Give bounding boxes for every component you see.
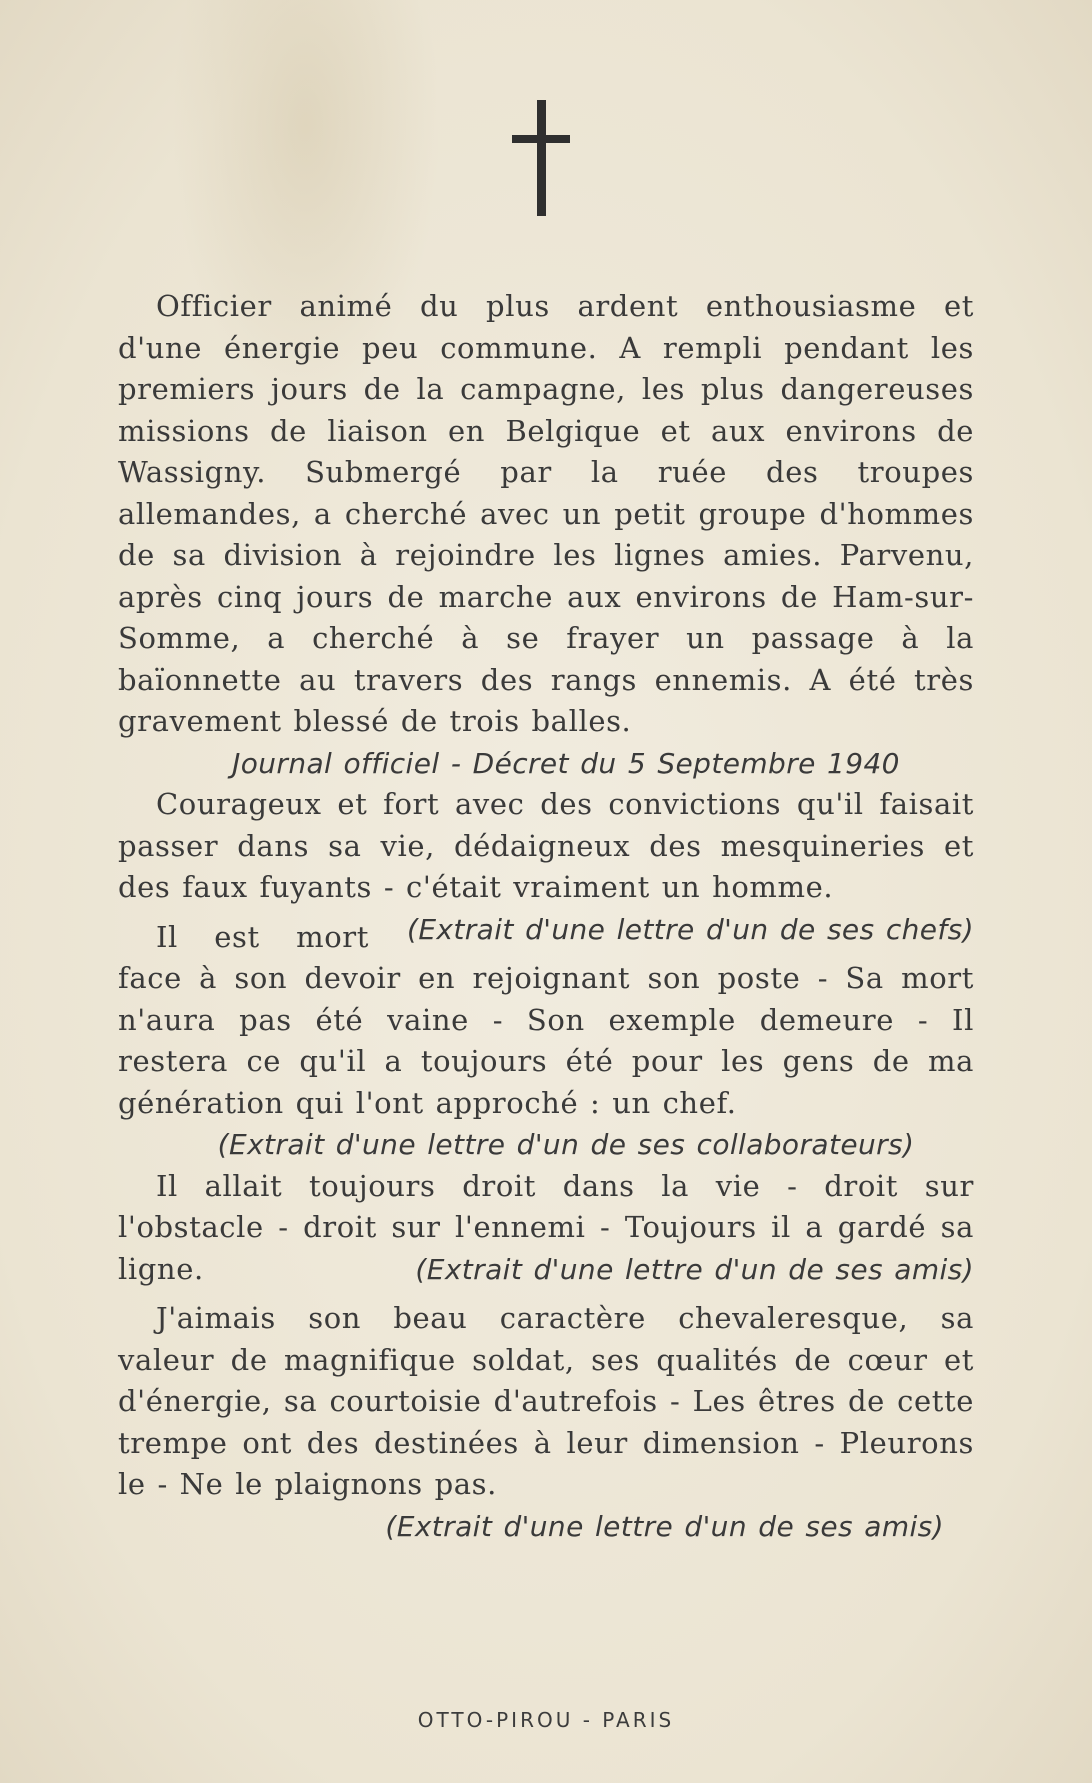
- chef-quote-text: Courageux et fort avec des convictions qu'il faisait passer dans sa vie, dédaigneux des mesquineries et des faux fuyants - c'était vraiment un homme.: [118, 787, 974, 904]
- printer-imprint: OTTO-PIROU - PARIS: [417, 1708, 675, 1732]
- memorial-text: [118, 286, 974, 1547]
- citation-paragraph: Officier animé du plus ardent enthousiasme et d'une énergie peu commune. A rempli pendant les premiers jours de la campagne, les plus dangereuses missions de liaison en Belgique et aux environs de Wassigny. Submergé par la ruée des troupes allemandes, a cherché avec un petit groupe d'hommes de sa division à rejoindre les lignes amies. Parvenu, après cinq jours de marche aux environs de Ham-sur-Somme, a cherché à se frayer un passage à la baïonnette au travers des rangs ennemis. A été très gravement blessé de trois balles.: [118, 289, 974, 738]
- chef-quote-paragraph: [118, 784, 974, 946]
- ami-quote-paragraph-1: [118, 1166, 974, 1291]
- ami-quote-text-1: Il allait toujours droit dans la vie - droit sur l'obstacle - droit sur l'ennemi - Toujours il a gardé sa ligne.: [118, 1168, 974, 1286]
- collaborateur-source-line: [118, 1124, 974, 1166]
- cross-icon: [512, 100, 570, 216]
- cross-vertical-bar: [537, 100, 546, 216]
- chef-source: (Extrait d'une lettre d'un de ses chefs): [407, 912, 974, 946]
- journal-source-text: Journal officiel - Décret du 5 Septembre 1940: [232, 746, 900, 780]
- ami-source-line-2: [118, 1506, 974, 1548]
- ami-source-1: (Extrait d'une lettre d'un de ses amis): [415, 1252, 974, 1286]
- cross-horizontal-bar: [512, 135, 570, 143]
- journal-officiel-source: [118, 743, 974, 785]
- ami-quote-paragraph-2: J'aimais son beau caractère chevaleresque, sa valeur de magnifique soldat, ses qualités de cœur et d'énergie, sa courtoisie d'autrefois - Les êtres de cette trempe ont des destinées à leur dimension - Pleurons le - Ne le plaignons pas.: [118, 1301, 974, 1501]
- ami-source-2: (Extrait d'une lettre d'un de ses amis): [385, 1509, 944, 1543]
- collaborateur-quote-paragraph: Il est mort face à son devoir en rejoignant son poste - Sa mort n'aura pas été vaine - Son exemple demeure - Il restera ce qu'il a toujours été pour les gens de ma génération qui l'ont approché : un chef.: [118, 919, 974, 1120]
- collaborateur-source: (Extrait d'une lettre d'un de ses collaborateurs): [217, 1128, 915, 1161]
